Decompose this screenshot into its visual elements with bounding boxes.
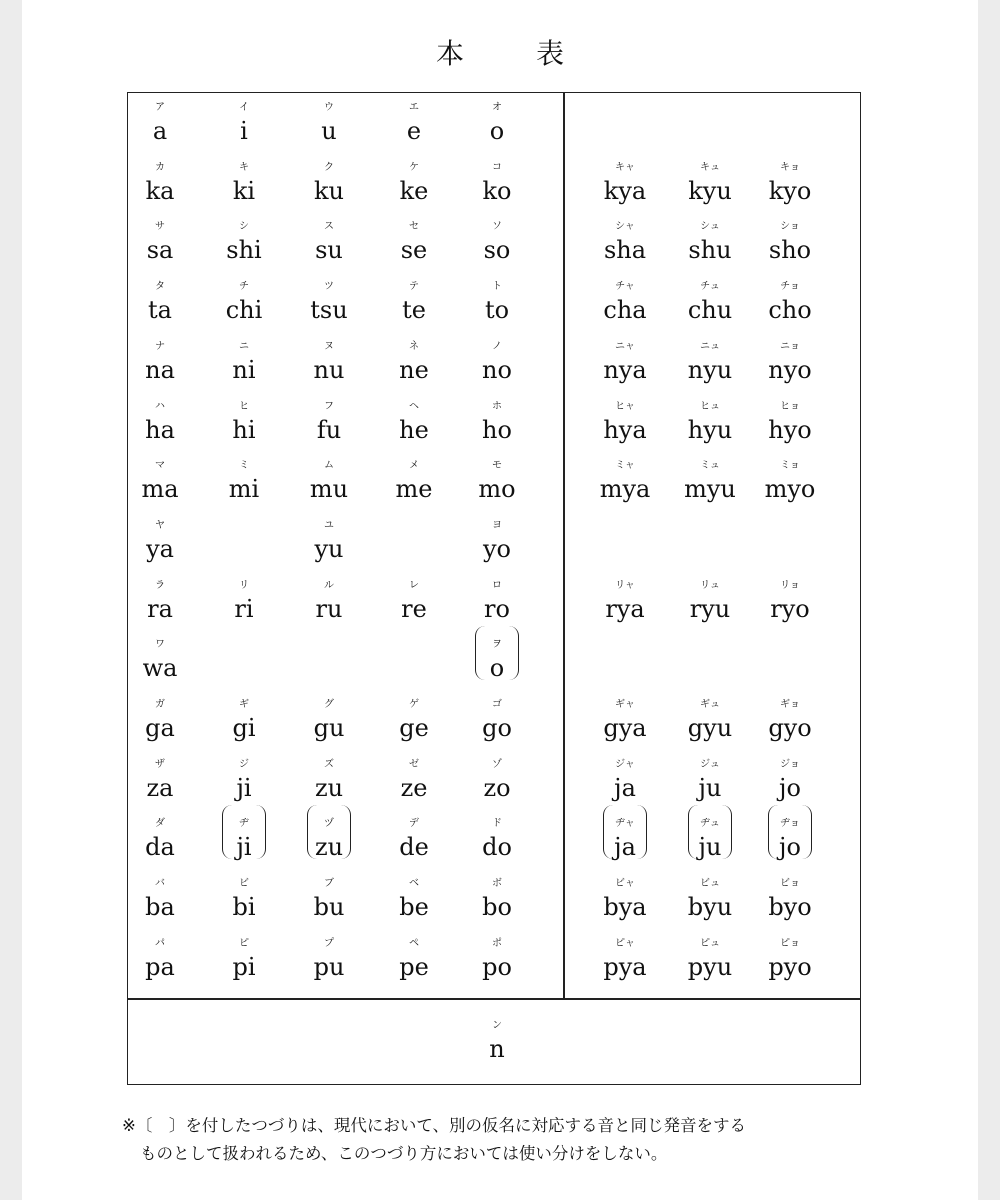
romaji-label: cho <box>768 296 812 325</box>
kana-label: グ <box>324 699 334 710</box>
kana-label: リョ <box>780 579 800 591</box>
kana-label: ヌ <box>324 340 334 352</box>
romaji-label: ro <box>484 594 510 623</box>
kana-label: ン <box>492 1020 502 1031</box>
romaji-label: kya <box>603 176 647 205</box>
romaji-label: gyo <box>768 714 812 742</box>
kana-label: ト <box>492 281 502 293</box>
kana-label: ム <box>324 460 334 472</box>
romaji-label: ke <box>399 176 429 205</box>
romaji-label: bo <box>482 893 512 922</box>
kana-label: キ <box>239 161 249 173</box>
romaji-label: ga <box>145 714 175 742</box>
romaji-label: mo <box>478 475 516 504</box>
romaji-label: te <box>402 296 426 325</box>
kana-label: プ <box>324 937 334 949</box>
kana-label: ピ <box>239 937 249 949</box>
romaji-label: ru <box>315 594 343 623</box>
romaji-label: hya <box>603 415 647 444</box>
romaji-label: rya <box>605 594 645 623</box>
kana-label: チョ <box>780 281 800 293</box>
romaji-label: myo <box>764 475 816 504</box>
kana-label: シ <box>239 221 249 233</box>
romaji-label: sa <box>146 236 174 265</box>
romaji-label: chu <box>687 296 733 325</box>
kana-label: リ <box>239 579 249 591</box>
romaji-label: shu <box>688 236 732 265</box>
kana-label: ピョ <box>780 937 800 949</box>
title-char-1: 本 <box>436 37 465 70</box>
romaji-label: o <box>489 117 505 145</box>
kana-label: ビャ <box>615 878 635 890</box>
kana-label: ホ <box>492 400 502 412</box>
kana-label: チャ <box>615 281 635 293</box>
romaji-label: o <box>489 654 505 683</box>
kana-label: ピュ <box>700 937 720 949</box>
romaji-label: nu <box>313 355 345 384</box>
kana-label: リュ <box>700 579 720 591</box>
romaji-label: hi <box>232 415 256 444</box>
romaji-label: ju <box>698 833 722 862</box>
romaji-label: n <box>489 1035 505 1063</box>
kana-label: シュ <box>700 221 720 233</box>
kana-label: ル <box>324 579 334 591</box>
kana-label: ビュ <box>700 878 720 890</box>
footnote <box>122 1112 882 1168</box>
kana-label: ギョ <box>780 699 800 710</box>
romaji-label: kyu <box>688 176 732 205</box>
romaji-label: bu <box>313 893 345 922</box>
kana-label: ゴ <box>492 699 502 710</box>
kana-label: ガ <box>155 699 165 710</box>
title-char-2: 表 <box>536 37 565 70</box>
romaji-label: ba <box>145 893 175 922</box>
kana-label: エ <box>409 102 419 113</box>
romaji-label: he <box>399 415 429 444</box>
footnote-line-2: ものとして扱われるため、このつづり方においては使い分けをしない。 <box>140 1144 668 1163</box>
romaji-label: ha <box>145 415 175 444</box>
kana-label: ベ <box>409 878 419 890</box>
kana-label: ジ <box>239 758 249 770</box>
romaji-label: ze <box>400 773 428 802</box>
romaji-label: chi <box>225 296 263 325</box>
kana-label: ザ <box>155 758 165 770</box>
romaji-label: zu <box>314 833 344 862</box>
kana-label: ミョ <box>780 460 800 472</box>
romaji-label: ma <box>141 475 179 504</box>
romaji-label: da <box>145 833 175 862</box>
kana-label: ナ <box>155 340 165 352</box>
romaji-label: shi <box>226 236 262 265</box>
table-divider-horizontal <box>127 998 861 1000</box>
romaji-label: byu <box>687 893 733 922</box>
romaji-label: ku <box>314 176 344 205</box>
romaji-label: myu <box>684 475 736 504</box>
kana-label: ミャ <box>615 460 635 472</box>
kana-label: ヂ <box>239 818 249 830</box>
kana-label: ツ <box>324 281 334 293</box>
kana-label: ド <box>492 818 502 830</box>
kana-label: ギャ <box>615 699 635 710</box>
kana-label: ヘ <box>409 400 419 412</box>
romaji-label: yu <box>314 534 344 563</box>
kana-label: モ <box>492 460 502 472</box>
kana-label: リャ <box>615 579 635 591</box>
kana-label: ヒ <box>239 400 249 412</box>
romaji-label: pe <box>399 952 429 981</box>
kana-label: ダ <box>155 818 165 830</box>
kana-label: セ <box>409 221 419 233</box>
kana-label: ユ <box>324 519 334 531</box>
kana-label: ケ <box>409 161 419 173</box>
kana-label: ス <box>324 221 334 233</box>
romaji-label: i <box>240 117 248 145</box>
kana-label: ソ <box>492 221 502 233</box>
romaji-label: sha <box>603 236 647 265</box>
kana-label: ヅ <box>324 818 334 830</box>
kana-label: ヨ <box>492 519 502 531</box>
romaji-label: gyu <box>687 714 733 742</box>
kana-label: ビョ <box>780 878 800 890</box>
kana-label: キャ <box>615 161 635 173</box>
kana-label: デ <box>409 818 419 830</box>
kana-label: ヂュ <box>700 818 720 830</box>
romaji-label: ko <box>482 176 512 205</box>
kana-label: ペ <box>409 937 419 949</box>
romaji-label: ta <box>148 296 172 325</box>
kana-label: ギ <box>239 699 249 710</box>
romaji-label: ji <box>236 773 252 802</box>
romaji-label: mya <box>599 475 651 504</box>
kana-label: ピャ <box>615 937 635 949</box>
kana-label: ニョ <box>780 340 800 352</box>
kana-label: ニュ <box>700 340 720 352</box>
romaji-label: hyu <box>687 415 733 444</box>
kana-label: ヒュ <box>700 400 720 412</box>
footnote-line-1: ※〔 〕を付したつづりは、現代において、別の仮名に対応する音と同じ発音をする <box>122 1116 746 1135</box>
kana-label: チ <box>239 281 249 293</box>
romaji-label: za <box>146 773 174 802</box>
romaji-label: po <box>482 952 512 981</box>
kana-label: ク <box>324 161 334 173</box>
kana-label: ロ <box>492 579 502 591</box>
kana-label: ウ <box>324 102 334 113</box>
kana-label: ズ <box>324 758 334 770</box>
kana-label: ワ <box>155 639 165 651</box>
kana-label: ジョ <box>780 758 800 770</box>
kana-label: カ <box>155 161 165 173</box>
romaji-label: de <box>399 833 429 862</box>
romaji-label: a <box>152 117 168 145</box>
romaji-label: jo <box>779 773 801 802</box>
romaji-label: byo <box>768 893 812 922</box>
kana-label: イ <box>239 102 249 113</box>
kana-label: ジュ <box>700 758 720 770</box>
kana-label: ショ <box>780 221 800 233</box>
kana-label: ネ <box>409 340 419 352</box>
kana-label: マ <box>155 460 165 472</box>
romaji-label: nyu <box>687 355 733 384</box>
kana-label: ラ <box>155 579 165 591</box>
kana-label: パ <box>155 937 165 949</box>
romaji-label: hyo <box>768 415 812 444</box>
kana-label: ヂャ <box>615 818 635 830</box>
kana-label: レ <box>409 579 419 591</box>
kana-label: コ <box>492 161 502 173</box>
romaji-label: fu <box>316 415 342 444</box>
romaji-label: ge <box>399 714 429 742</box>
romaji-label: me <box>395 475 433 504</box>
romaji-label: ryo <box>770 594 810 623</box>
kana-label: キョ <box>780 161 800 173</box>
kana-label: ニャ <box>615 340 635 352</box>
romaji-label: be <box>399 893 429 922</box>
romaji-label: ki <box>232 176 256 205</box>
romaji-label: se <box>400 236 428 265</box>
kana-label: チュ <box>700 281 720 293</box>
romaji-label: nya <box>603 355 647 384</box>
romaji-label: bi <box>232 893 256 922</box>
kana-label: バ <box>155 878 165 890</box>
kana-label: タ <box>155 281 165 293</box>
kana-label: ヂョ <box>780 818 800 830</box>
kana-label: ブ <box>324 878 334 890</box>
romaji-label: ka <box>145 176 175 205</box>
romaji-label: re <box>401 594 427 623</box>
romaji-label: ne <box>399 355 429 384</box>
romaji-label: zo <box>483 773 511 802</box>
romaji-label: wa <box>142 654 178 683</box>
romaji-label: ryu <box>689 594 731 623</box>
kana-label: ヲ <box>492 639 502 651</box>
romaji-label: ja <box>614 833 636 862</box>
kana-label: ア <box>155 102 165 113</box>
romaji-label: ja <box>614 773 636 802</box>
romaji-label: pu <box>313 952 345 981</box>
kana-label: ヒョ <box>780 400 800 412</box>
romaji-label: ho <box>482 415 512 444</box>
romaji-label: jo <box>779 833 801 862</box>
romaji-label: sho <box>768 236 812 265</box>
romaji-label: gu <box>313 714 345 742</box>
kana-label: ハ <box>155 400 165 412</box>
kana-label: ビ <box>239 878 249 890</box>
romaji-label: yo <box>482 534 511 563</box>
kana-label: ポ <box>492 937 502 949</box>
kana-label: ヤ <box>155 519 165 531</box>
kana-label: ミュ <box>700 460 720 472</box>
romaji-label: to <box>484 296 510 325</box>
kana-label: ギュ <box>700 699 720 710</box>
romaji-label: su <box>315 236 343 265</box>
romaji-label: ji <box>236 833 252 862</box>
romaji-label: pa <box>145 952 175 981</box>
kana-label: ヒャ <box>615 400 635 412</box>
kana-label: ゲ <box>409 699 419 710</box>
romaji-label: nyo <box>768 355 812 384</box>
romaji-label: mu <box>309 475 349 504</box>
kana-label: ボ <box>492 878 502 890</box>
kana-label: ニ <box>239 340 249 352</box>
romaji-label: ri <box>234 594 254 623</box>
romaji-label: tsu <box>310 296 348 325</box>
romaji-label: e <box>406 117 422 145</box>
kana-label: ジャ <box>615 758 635 770</box>
romaji-label: pi <box>232 952 256 981</box>
romaji-label: gya <box>603 714 647 742</box>
romaji-label: go <box>482 714 512 742</box>
kana-label: オ <box>492 102 502 113</box>
romaji-label: u <box>321 117 337 145</box>
kana-label: ノ <box>492 340 502 352</box>
romaji-label: ya <box>146 534 174 563</box>
romaji-label: pyo <box>768 952 812 981</box>
kana-label: フ <box>324 400 334 412</box>
romaji-label: ni <box>232 355 256 384</box>
kana-label: サ <box>155 221 165 233</box>
romaji-label: cha <box>603 296 647 325</box>
romaji-label: so <box>483 236 511 265</box>
kana-label: キュ <box>700 161 720 173</box>
table-divider-vertical <box>563 92 565 999</box>
romaji-label: zu <box>314 773 344 802</box>
kana-label: テ <box>409 281 419 293</box>
romaji-label: pyu <box>687 952 733 981</box>
romaji-label: kyo <box>768 176 812 205</box>
kana-label: メ <box>409 460 419 472</box>
kana-label: シャ <box>615 221 635 233</box>
romaji-label: ra <box>147 594 173 623</box>
romaji-label: bya <box>603 893 647 922</box>
romaji-label: do <box>482 833 512 862</box>
romaji-label: ju <box>698 773 722 802</box>
romaji-label: gi <box>232 714 256 742</box>
romaji-label: mi <box>228 475 260 504</box>
romaji-label: na <box>145 355 175 384</box>
romaji-label: pya <box>603 952 647 981</box>
kana-label: ミ <box>239 460 249 472</box>
romaji-label: no <box>482 355 512 384</box>
kana-label: ゼ <box>409 758 419 770</box>
kana-label: ゾ <box>492 758 502 770</box>
